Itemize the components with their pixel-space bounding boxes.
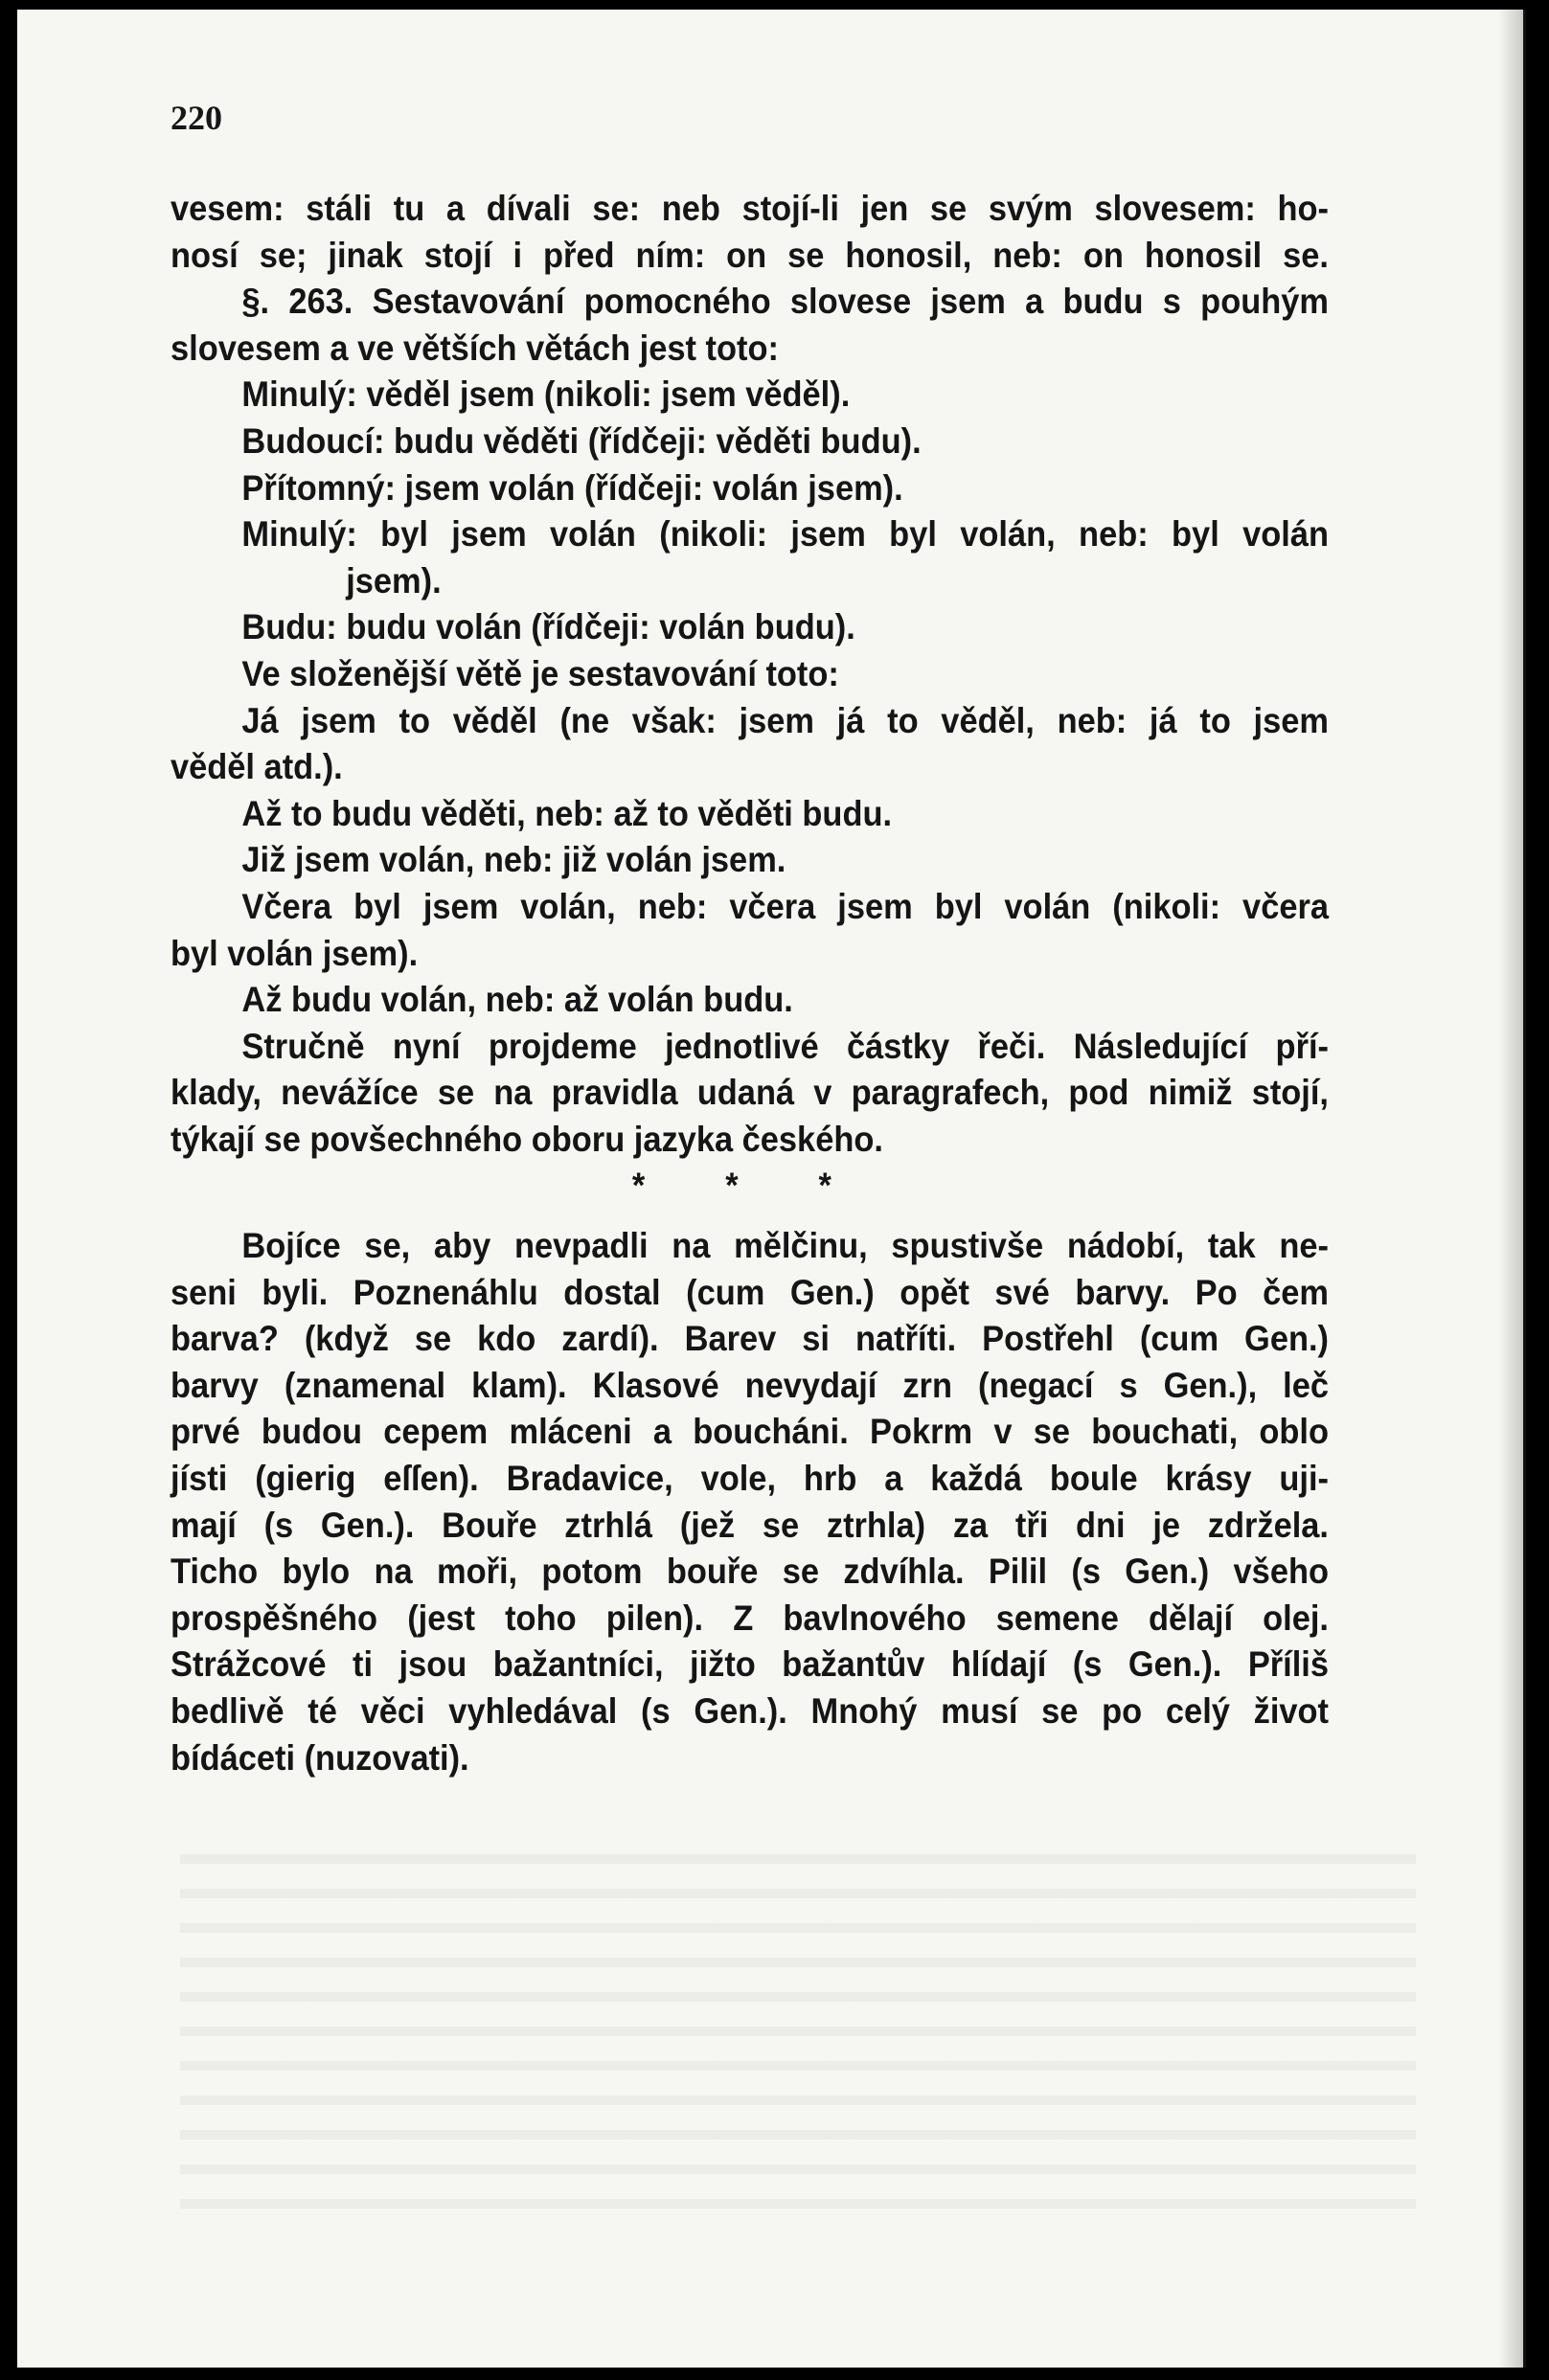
text-line: bedlivě té věci vyhledával (s Gen.). Mnohý musí se po celý život — [171, 1691, 1329, 1731]
text-line: Já jsem to věděl (ne však: jsem já to věděl, neb: já to jsem — [241, 700, 1329, 740]
text-line: byl volán jsem). — [171, 933, 419, 973]
text-line: mají (s Gen.). Bouře ztrhlá (jež se ztrhla) za tři dni je zdržela. — [171, 1505, 1329, 1545]
text-line: Minulý: byl jsem volán (nikoli: jsem byl volán, neb: byl volán — [241, 514, 1329, 555]
text-line: klady, nevážíce se na pravidla udaná v paragrafech, pod nimiž stojí, — [171, 1073, 1329, 1113]
text-line: prvé budou cepem mláceni a boucháni. Pokrm v se bouchati, oblo — [171, 1412, 1329, 1452]
text-line: Strážcové ti jsou bažantníci, jižto bažantův hlídají (s Gen.). Příliš — [171, 1644, 1329, 1685]
text-line: Ticho bylo na moři, potom bouře se zdvíhla. Pilil (s Gen.) všeho — [171, 1552, 1329, 1592]
text-line: barva? (když se kdo zardí). Barev si natříti. Postřehl (cum Gen.) — [171, 1319, 1329, 1359]
text-line: Stručně nyní projdeme jednotlivé částky řeči. Následující pří- — [241, 1026, 1329, 1066]
text-line: Budu: budu volán (řídčeji: volán budu). — [241, 607, 855, 647]
text-line: jsem). — [346, 560, 442, 601]
section-separator: * * * — [631, 1166, 868, 1206]
text-line: vesem: stáli tu a dívali se: neb stojí-li jen se svým slovesem: ho- — [171, 189, 1329, 228]
text-line: seni byli. Poznenáhlu dostal (cum Gen.) opět své barvy. Po čem — [171, 1272, 1329, 1312]
text-line: týkají se povšechného oboru jazyka českého. — [171, 1119, 883, 1159]
text-line: barvy (znamenal klam). Klasové nevydají zrn (negací s Gen.), leč — [171, 1365, 1329, 1405]
text-line: Budoucí: budu věděti (řídčeji: věděti budu). — [241, 420, 922, 461]
text-line: Včera byl jsem volán, neb: včera jsem byl volán (nikoli: včera — [241, 886, 1329, 926]
text-line: §. 263. Sestavování pomocného slovese jsem a budu s pouhým — [241, 282, 1329, 322]
page-edge-shadow — [1498, 10, 1523, 2368]
text-line: prospěšného (jest toho pilen). Z bavlnového semene dělají olej. — [171, 1598, 1329, 1638]
text-line: Minulý: věděl jsem (nikoli: jsem věděl). — [241, 374, 851, 415]
text-line: Přítomný: jsem volán (řídčeji: volán jsem). — [241, 467, 903, 508]
page-number: 220 — [171, 99, 222, 137]
text-line: Již jsem volán, neb: již volán jsem. — [241, 840, 786, 880]
text-line: jísti (gierig eſſen). Bradavice, vole, hrb a každá boule krásy uji- — [171, 1459, 1329, 1499]
text-line: nosí se; jinak stojí i před ním: on se honosil, neb: on honosil se. — [171, 235, 1329, 275]
bleed-through-shadow — [180, 1829, 1416, 2232]
text-line: Až to budu věděti, neb: až to věděti budu. — [241, 793, 893, 833]
text-line: Až budu volán, neb: až volán budu. — [241, 980, 793, 1020]
text-line: věděl atd.). — [171, 747, 343, 787]
book-page — [17, 10, 1526, 2368]
text-line: bídáceti (nuzovati). — [171, 1737, 469, 1778]
text-line: Ve složenější větě je sestavování toto: — [241, 653, 839, 693]
body-text — [171, 186, 1329, 1781]
text-line: slovesem a ve větších větách jest toto: — [171, 328, 779, 368]
text-line: Bojíce se, aby nevpadli na mělčinu, spustivše nádobí, tak ne- — [241, 1226, 1329, 1266]
